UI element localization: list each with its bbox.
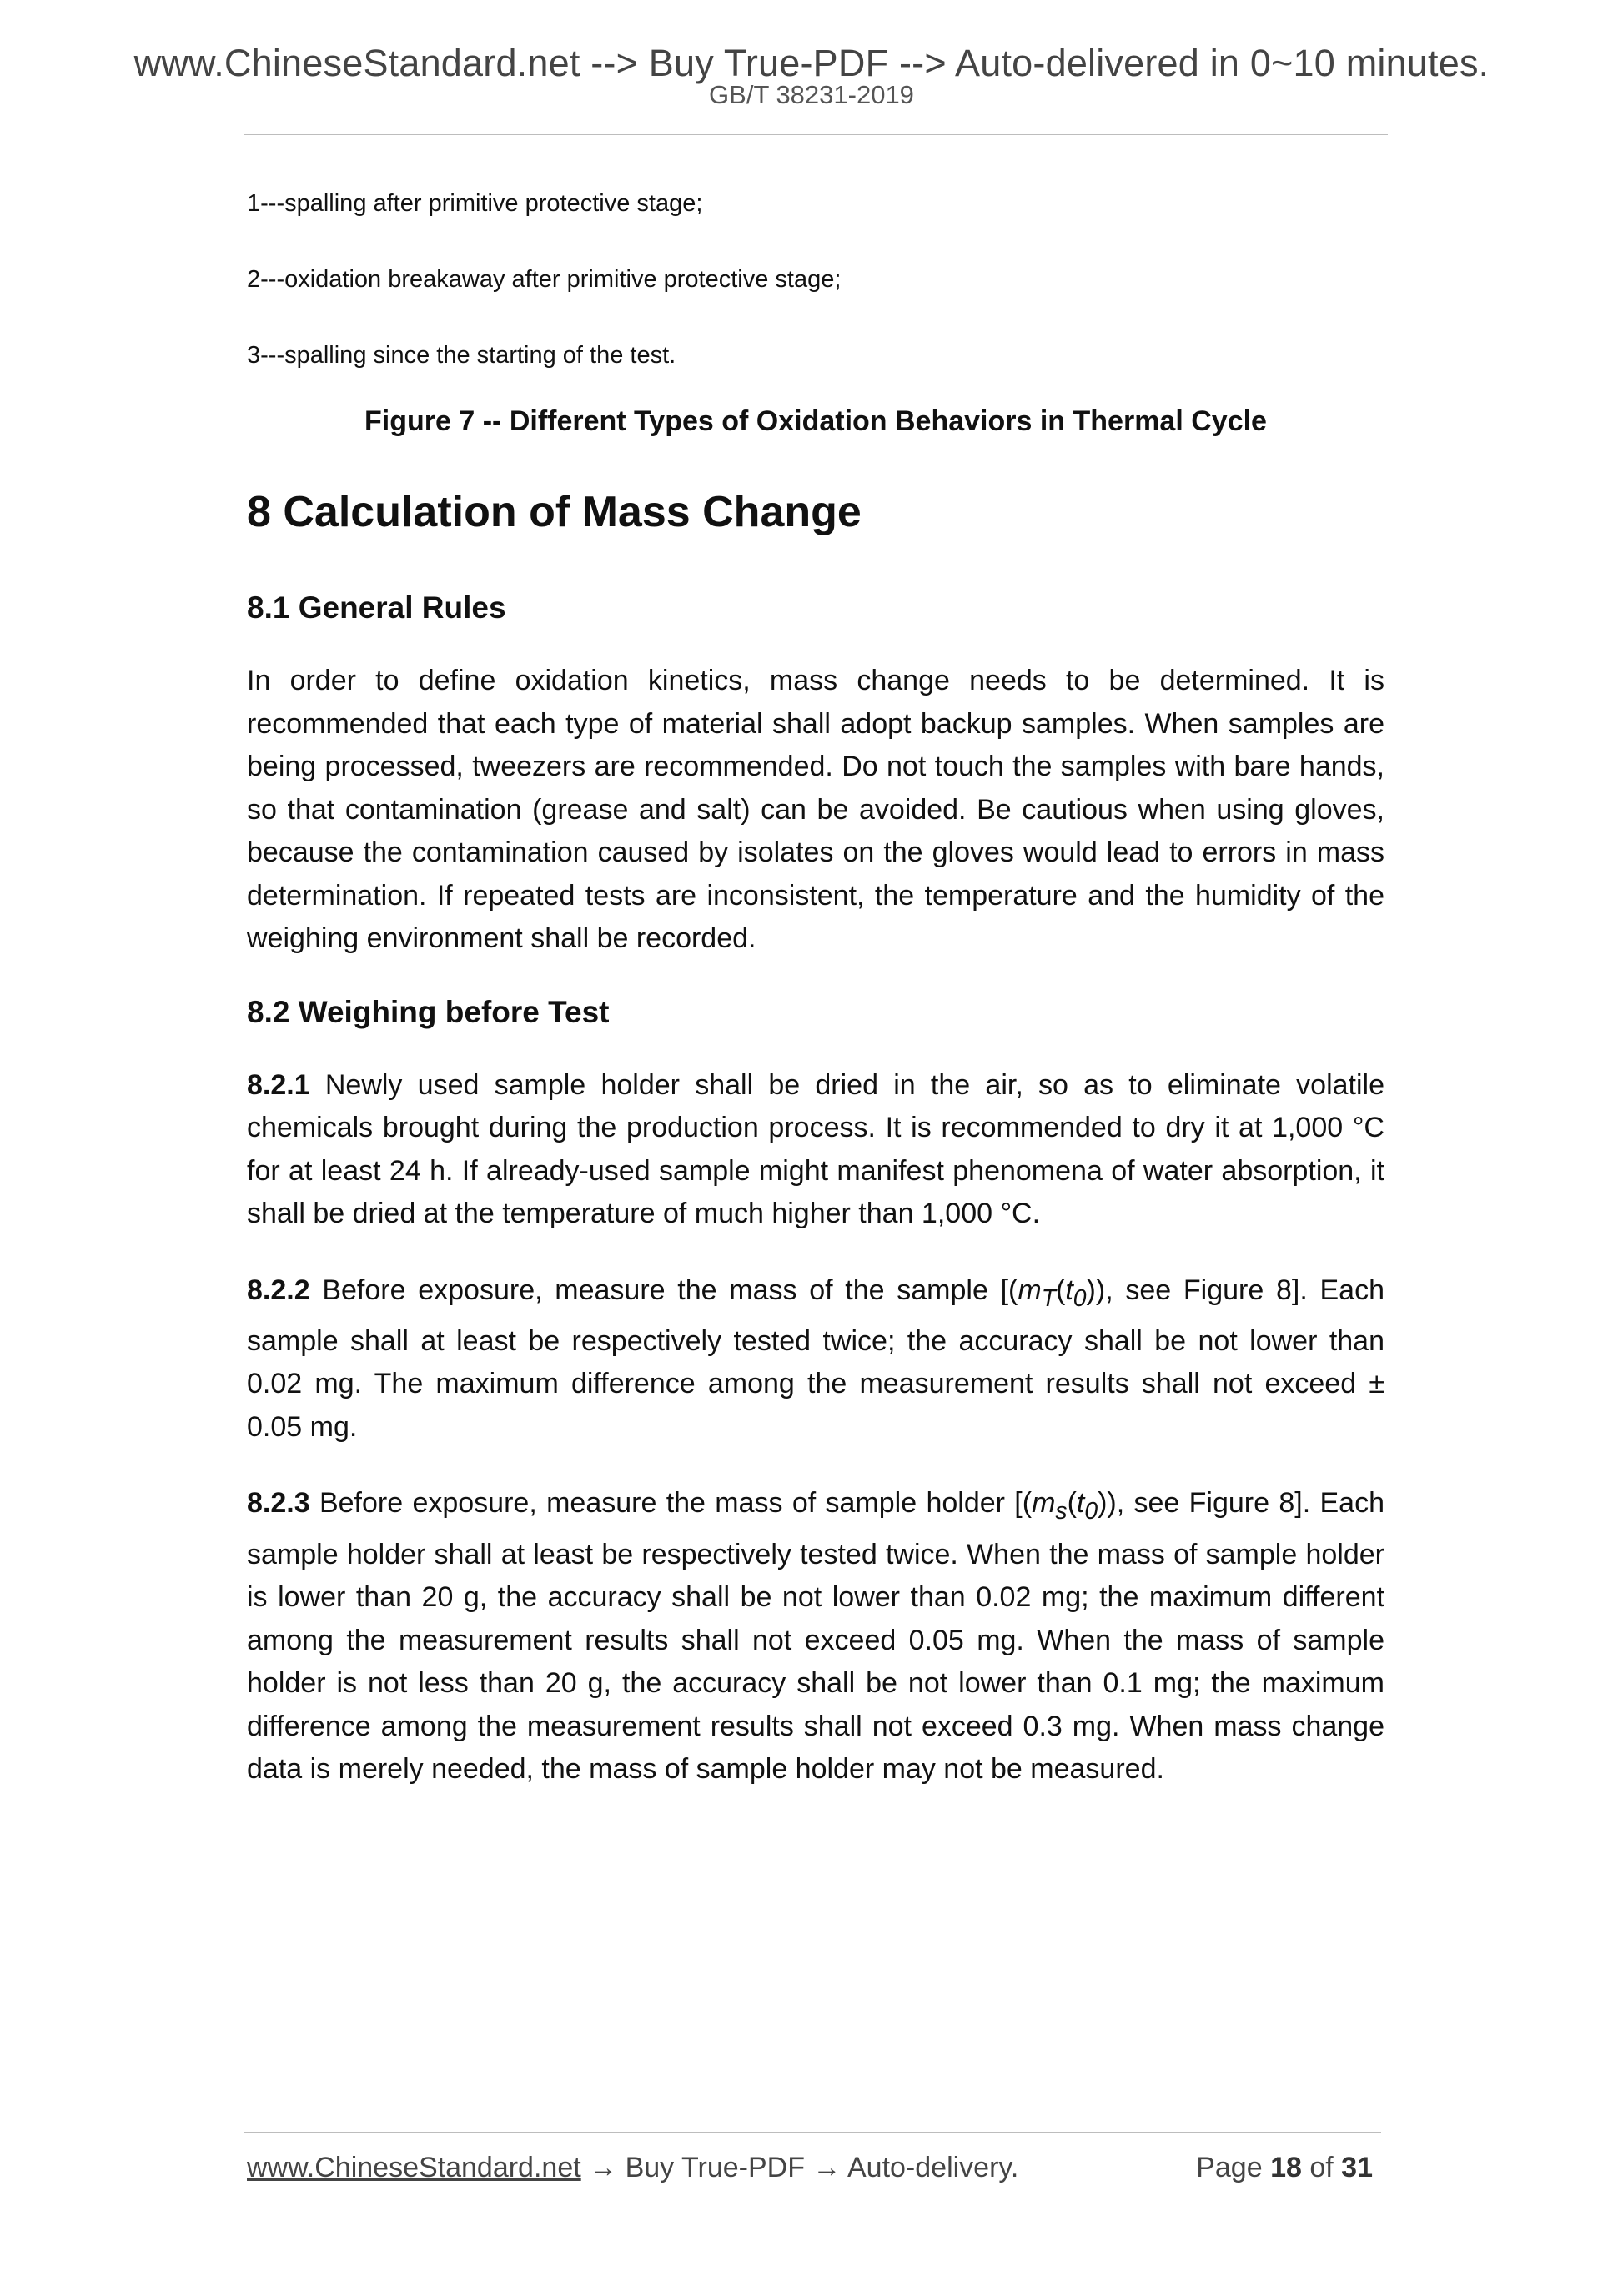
- figure-legend-item-3: 3---spalling since the starting of the test.: [247, 342, 676, 369]
- clause-number: 8.2.2: [247, 1274, 310, 1306]
- section-8-1-paragraph: In order to define oxidation kinetics, mass change needs to be determined. It is recommended that each type of material shall adopt backup samples. When samples are being processed, tweezers are recommended. Do not touch the samples with bare hands, so that contamination (grease and salt) can be avoided. Be cautious when using gloves, because the contamination caused by isolates on the gloves would lead to errors in mass determination. If repeated tests are inconsistent, the temperature and the humidity of the weighing environment shall be recorded.: [247, 665, 1384, 954]
- total-pages: 31: [1341, 2152, 1373, 2183]
- section-8-2-heading: 8.2 Weighing before Test: [247, 994, 610, 1029]
- figure-legend-item-2: 2---oxidation breakaway after primitive protective stage;: [247, 266, 842, 293]
- symbol-m-subscript: s: [1055, 1498, 1068, 1525]
- section-8-heading: 8 Calculation of Mass Change: [247, 488, 862, 536]
- clause-text-pre: Before exposure, measure the mass of the sample [(: [322, 1274, 1018, 1306]
- header-divider: [244, 134, 1388, 135]
- header-banner: www.ChineseStandard.net --> Buy True-PDF --> Auto-delivered in 0~10 minutes.: [133, 42, 1490, 84]
- footer-promo: [247, 2152, 1018, 2184]
- symbol-t-subscript: 0: [1084, 1498, 1098, 1525]
- footer-website-link[interactable]: www.ChineseStandard.net: [247, 2152, 581, 2183]
- figure-legend-item-1: 1---spalling after primitive protective stage;: [247, 190, 703, 217]
- symbol-m: m: [1018, 1274, 1042, 1306]
- footer-promo-text: → Buy True-PDF → Auto-delivery.: [580, 2152, 1019, 2183]
- clause-text-pre: Before exposure, measure the mass of sample holder [(: [319, 1487, 1033, 1520]
- standard-code: GB/T 38231-2019: [709, 80, 914, 109]
- paren-open: (: [1067, 1487, 1077, 1520]
- clause-text-post: )), see Figure 8]. Each sample holder shall at least be respectively tested twice. When the mass of sample holder is lower than 20 g, the accuracy shall be not lower than 0.02 mg; the maximum different among the measurement results shall not exceed 0.05 mg. When the mass of sample holder is not less than 20 g, the accuracy shall be not lower than 0.1 mg; the maximum difference among the measurement results shall not exceed 0.3 mg. When mass change data is merely needed, the mass of sample holder may not be measured.: [247, 1487, 1384, 1786]
- clause-text-post: )), see Figure 8]. Each sample shall at least be respectively tested twice; the accuracy shall be not lower than 0.02 mg. The maximum difference among the measurement results shall not exceed ± 0.05 mg.: [247, 1274, 1384, 1443]
- symbol-m-subscript: T: [1041, 1284, 1056, 1312]
- figure-caption: Figure 7 -- Different Types of Oxidation Behaviors in Thermal Cycle: [364, 405, 1267, 437]
- clause-text: Newly used sample holder shall be dried in the air, so as to eliminate volatile chemicals brought during the production process. It is recommended to dry it at 1,000 °C for at least 24 h. If already-used sample might manifest phenomena of water absorption, it shall be dried at the temperature of much higher than 1,000 °C.: [247, 1068, 1384, 1229]
- symbol-t-subscript: 0: [1073, 1284, 1087, 1312]
- page-label: Page: [1196, 2152, 1263, 2183]
- footer-divider: [244, 2132, 1381, 2133]
- current-page: 18: [1270, 2152, 1302, 2183]
- page-content: [247, 187, 1384, 1825]
- symbol-m: m: [1032, 1487, 1056, 1520]
- page-footer: [247, 2152, 1381, 2193]
- clause-number: 8.2.3: [247, 1487, 310, 1520]
- page-number: [1196, 2152, 1373, 2184]
- of-label: of: [1309, 2152, 1334, 2183]
- symbol-t: t: [1076, 1487, 1085, 1520]
- clause-8-2-1: [247, 1064, 1384, 1236]
- paren-open: (: [1056, 1274, 1066, 1306]
- clause-8-2-2: [247, 1269, 1384, 1449]
- symbol-t: t: [1065, 1274, 1073, 1306]
- clause-number: 8.2.1: [247, 1068, 310, 1101]
- section-8-1-heading: 8.1 General Rules: [247, 590, 506, 625]
- clause-8-2-3: [247, 1482, 1384, 1791]
